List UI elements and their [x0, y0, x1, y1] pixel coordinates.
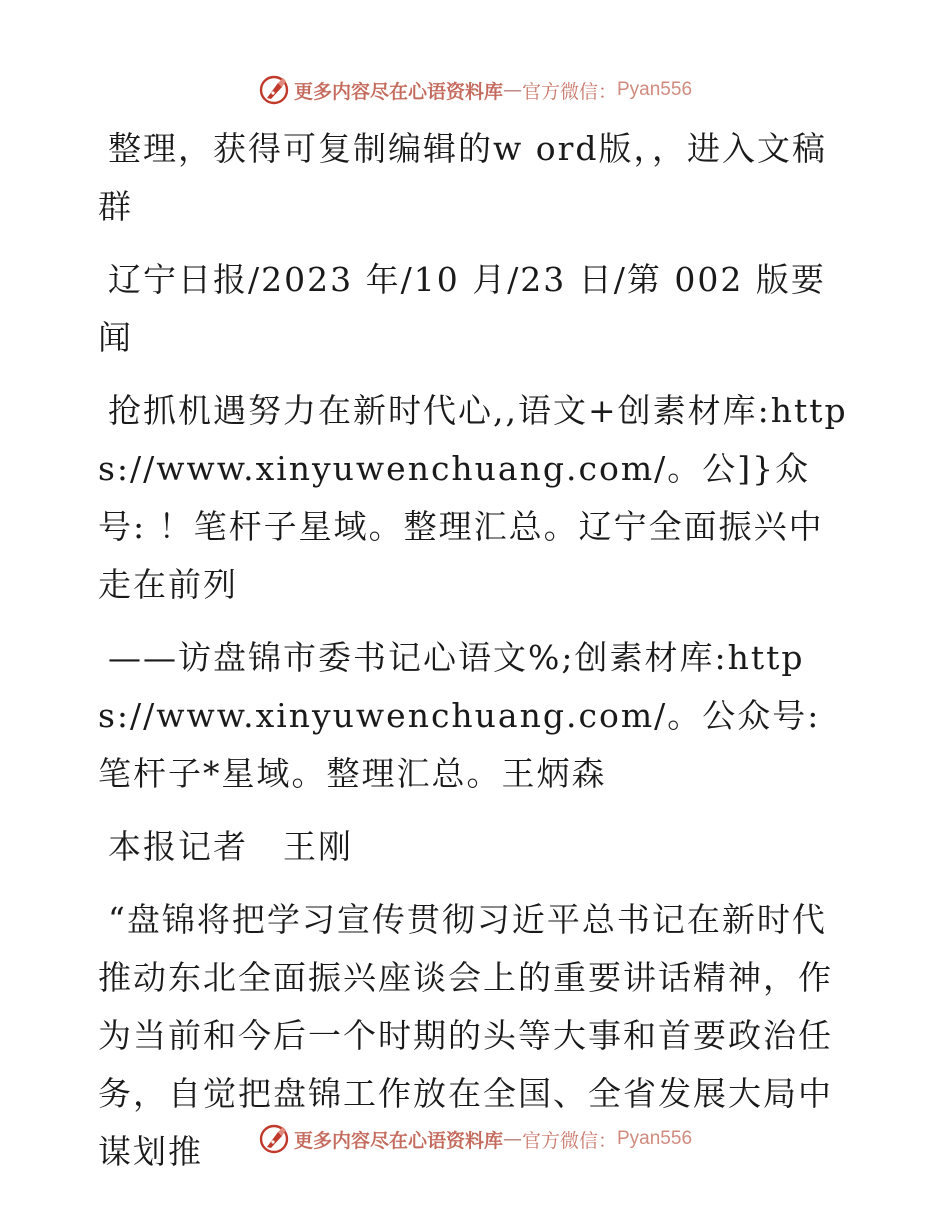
- paragraph-subheadline: ——访盘锦市委书记心语文%;创素材库:https://www.xinyuwenchuang.com/。公众号: 笔杆子*星域。整理汇总。王炳森: [98, 638, 821, 793]
- banner-separator: —: [502, 1128, 522, 1150]
- banner-wechat-id: Pyan556: [617, 79, 693, 100]
- banner-brand-text: 更多内容尽在心语资料库: [293, 1129, 503, 1152]
- paragraph-source-line: 辽宁日报/2023 年/10 月/23 日/第 002 版要闻: [98, 260, 826, 357]
- banner-wechat-id: Pyan556: [617, 1128, 693, 1149]
- document-body: [98, 120, 858, 1196]
- pen-nib-logo-icon: [258, 1123, 290, 1155]
- footer-watermark-banner: [0, 1121, 950, 1157]
- banner-wechat-label: 官方微信：: [521, 1129, 617, 1152]
- banner-wechat-label: 官方微信：: [521, 80, 617, 103]
- pen-nib-logo-icon: [258, 74, 290, 106]
- banner-brand-text: 更多内容尽在心语资料库: [293, 80, 503, 103]
- header-watermark-banner: [0, 72, 950, 108]
- paragraph-headline: 抢抓机遇努力在新时代心,,语文+创素材库:https://www.xinyuwenchuang.com/。公]}众号: ！笔杆子星域。整理汇总。辽宁全面振兴中走在前列: [98, 391, 848, 604]
- banner-separator: —: [502, 79, 522, 101]
- paragraph-intro: 整理，获得可复制编辑的w ord版，，进入文稿群: [98, 129, 828, 226]
- paragraph-body: “盘锦将把学习宣传贯彻习近平总书记在新时代推动东北全面振兴座谈会上的重要讲话精神，作为当前和今后一个时期的头等大事和首要政治任务，自觉把盘锦工作放在全国、全省发展大局中谋划推: [98, 900, 833, 1171]
- paragraph-byline: 本报记者 王刚: [108, 827, 353, 866]
